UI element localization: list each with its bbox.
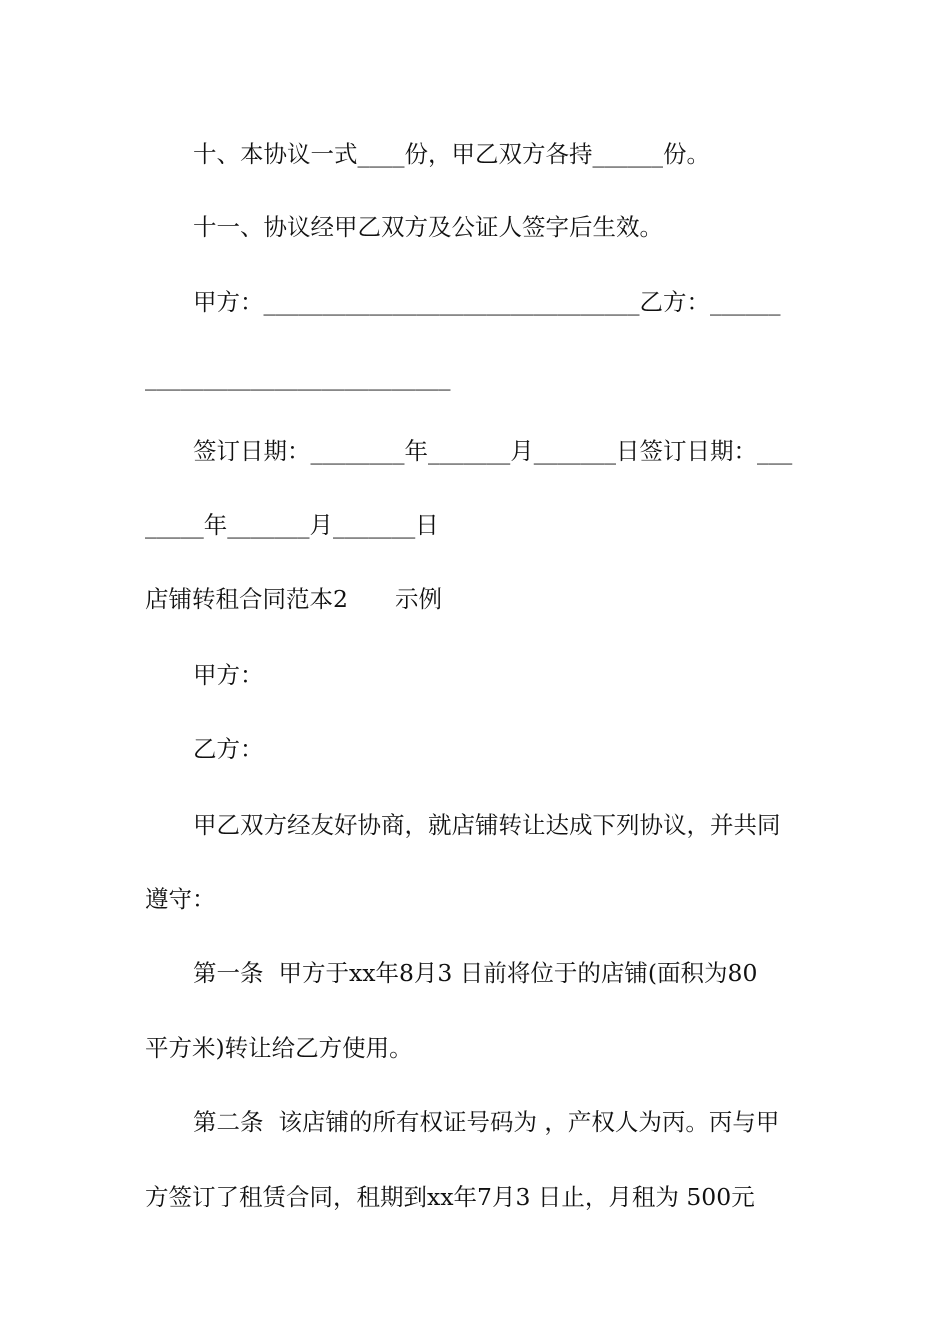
party-a-label: 甲方： bbox=[193, 661, 264, 689]
preamble-paragraph: 甲乙双方经友好协商，就店铺转让达成下列协议，并共同 bbox=[193, 811, 781, 839]
clause-11: 十一、协议经甲乙双方及公证人签字后生效。 bbox=[193, 213, 663, 241]
party-b-label: 乙方： bbox=[193, 735, 264, 763]
article-1-continued: 平方米)转让给乙方使用。 bbox=[145, 1034, 413, 1062]
signature-line-parties: 甲方：________________________________乙方：______ bbox=[193, 288, 781, 316]
preamble-paragraph-continued: 遵守： bbox=[145, 885, 216, 913]
signature-line-continued: __________________________ bbox=[145, 363, 451, 391]
article-1: 第一条 甲方于xx年8月3 日前将位于的店铺(面积为80 bbox=[193, 959, 758, 987]
signing-date-line: 签订日期：________年_______月_______日签订日期：___ bbox=[193, 437, 793, 465]
clause-10: 十、本协议一式____份，甲乙双方各持______份。 bbox=[193, 140, 710, 168]
section-heading: 店铺转租合同范本2 示例 bbox=[145, 585, 442, 613]
article-2-continued: 方签订了租赁合同，租期到xx年7月3 日止，月租为 500元 bbox=[145, 1183, 755, 1211]
article-2: 第二条 该店铺的所有权证号码为 ，产权人为丙。丙与甲 bbox=[193, 1108, 780, 1136]
signing-date-line-continued: _____年_______月_______日 bbox=[145, 511, 439, 539]
